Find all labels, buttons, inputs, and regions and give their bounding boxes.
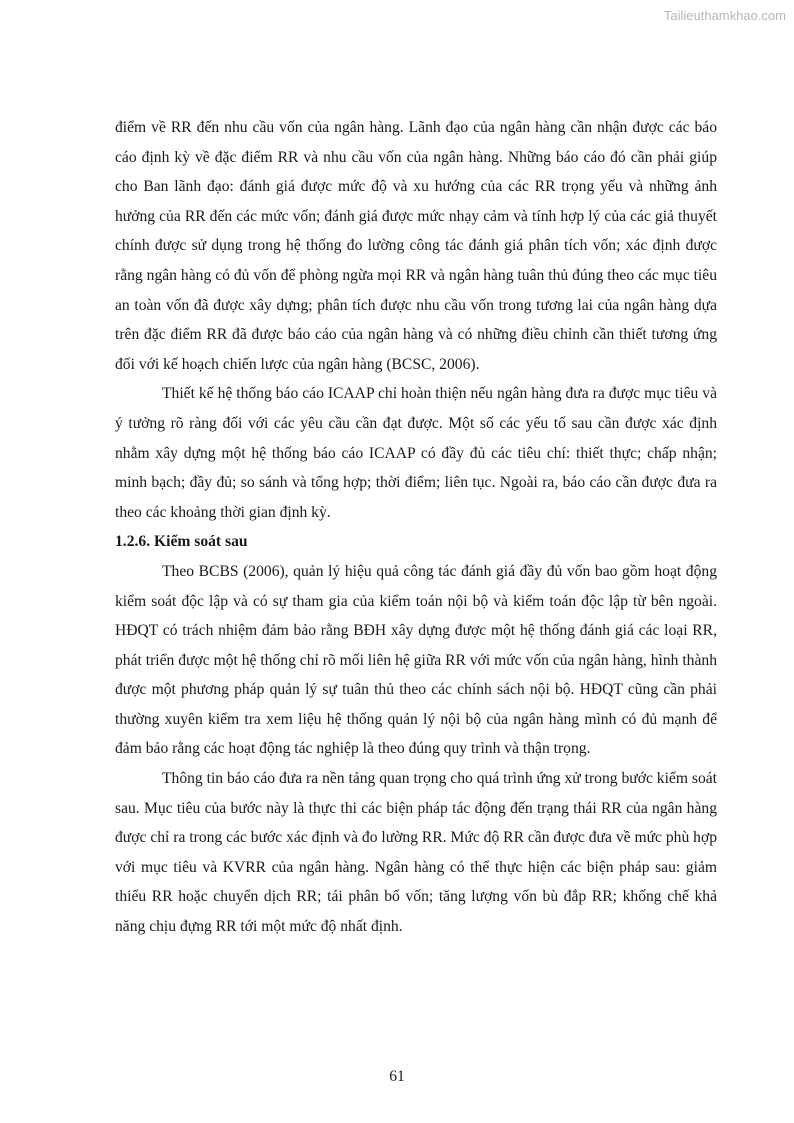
paragraph-report-info: Thông tin báo cáo đưa ra nền tảng quan trọng cho quá trình ứng xử trong bước kiểm soát sau. Mục tiêu của bước này là thực thi các biện pháp tác động đến trạng thái RR của ngân hàng được chỉ ra trong các bước xác định và đo lường RR. Mức độ RR cần được đưa về mức phù hợp với mục tiêu và KVRR của ngân hàng. Ngân hàng có thể thực hiện các biện pháp sau: giảm thiểu RR hoặc chuyển dịch RR; tái phân bổ vốn; tăng lượng vốn bù đắp RR; khống chế khả năng chịu đựng RR tới một mức độ nhất định.	[115, 770, 717, 936]
section-heading: 1.2.6. Kiểm soát sau	[115, 533, 248, 551]
paragraph-bcbs: Theo BCBS (2006), quản lý hiệu quả công tác đánh giá đầy đủ vốn bao gồm hoạt động kiểm soát độc lập và có sự tham gia của kiểm toán nội bộ và kiểm toán độc lập từ bên ngoài. HĐQT có trách nhiệm đảm bảo rằng BĐH xây dựng được một hệ thống đánh giá các loại RR, phát triển được một hệ thống chỉ rõ mối liên hệ giữa RR với mức vốn của ngân hàng, hình thành được một phương pháp quản lý sự tuân thủ theo các chính sách nội bộ. HĐQT cũng cần phải thường xuyên kiểm tra xem liệu hệ thống quản lý nội bộ của ngân hàng mình có đủ mạnh để đảm bảo rằng các hoạt động tác nghiệp là theo đúng quy trình và thận trọng.	[115, 562, 717, 758]
page-number: 61	[389, 1068, 405, 1085]
paragraph-reporting-continued: điểm về RR đến nhu cầu vốn của ngân hàng. Lãnh đạo của ngân hàng cần nhận được các báo cáo định kỳ về đặc điểm RR và nhu cầu vốn của ngân hàng. Những báo cáo đó cần phải giúp cho Ban lãnh đạo: đánh giá được mức độ và xu hướng của các RR trọng yếu và những ảnh hưởng của RR đến các mức vốn; đánh giá được mức nhạy cảm và tính hợp lý của các giả thuyết chính được sử dụng trong hệ thống đo lường công tác đánh giá phân tích vốn; xác định được rằng ngân hàng có đủ vốn để phòng ngừa mọi RR và ngân hàng tuân thủ đúng theo các mục tiêu an toàn vốn đã được xây dựng; phân tích được nhu cầu vốn trong tương lai của ngân hàng dựa trên đặc điểm RR đã được báo cáo của ngân hàng và có những điều chỉnh cần thiết tương ứng đối với kế hoạch chiến lược của ngân hàng (BCSC, 2006).	[115, 119, 717, 373]
paragraph-icaap-design: Thiết kế hệ thống báo cáo ICAAP chỉ hoàn thiện nếu ngân hàng đưa ra được mục tiêu và ý tưởng rõ ràng đối với các yêu cầu cần đạt được. Một số các yếu tố sau cần được xác định nhằm xây dựng một hệ thống báo cáo ICAAP có đầy đủ các tiêu chí: thiết thực; chấp nhận; minh bạch; đầy đủ; so sánh và tổng hợp; thời điểm; liên tục. Ngoài ra, báo cáo cần được đưa ra theo các khoảng thời gian định kỳ.	[115, 385, 717, 521]
document-body	[115, 113, 717, 942]
watermark: Tailieuthamkhao.com	[663, 8, 786, 23]
